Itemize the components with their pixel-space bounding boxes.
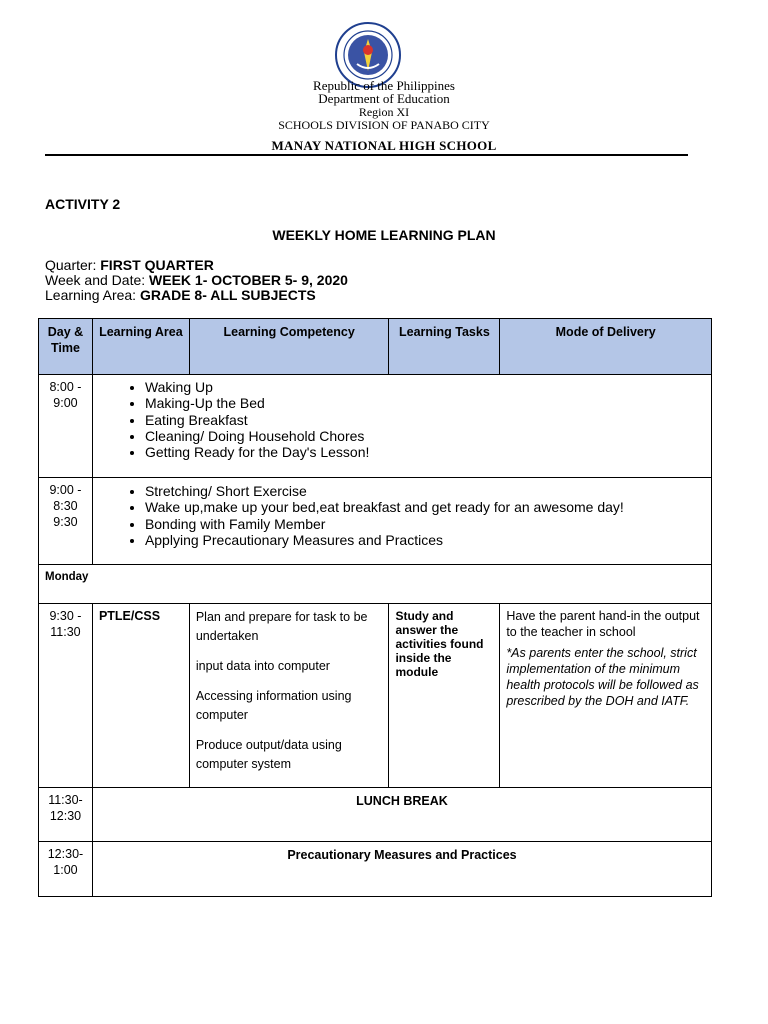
meta-quarter [45,257,214,273]
meta-week-label: Week and Date: [45,272,150,288]
meta-quarter-label: Quarter: [45,257,101,273]
lunch-break-label: LUNCH BREAK [92,788,711,842]
header-learning-competency: Learning Competency [189,319,389,375]
competency-item: Plan and prepare for task to be undertaken [195,610,368,643]
time-mid: 8:30 [53,499,78,513]
time-end: 9:00 [53,396,78,410]
header-divider [45,154,688,156]
time-end: 9:30 [53,515,78,529]
list-item: • Making-Up the Bed [145,395,711,411]
table-header-row [39,319,712,375]
list-item: • Cleaning/ Doing Household Chores [145,428,711,444]
time-start: 8:00 - [49,380,82,394]
meta-quarter-value: FIRST QUARTER [100,257,214,273]
table-row [39,604,712,788]
table-row [39,842,712,897]
header-learning-area: Learning Area [92,319,189,375]
list-item: • Getting Ready for the Day's Lesson! [145,444,711,460]
meta-week [45,272,348,288]
competency-item: Accessing information using computer [195,689,352,722]
precautionary-label: Precautionary Measures and Practices [92,842,711,897]
header-learning-tasks: Learning Tasks [389,319,500,375]
list-item: • Bonding with Family Member [145,516,711,532]
day-label: Monday [39,565,712,604]
time-end: 1:00 [53,863,78,877]
time-start: 9:30 - [49,609,82,623]
header-division: SCHOOLS DIVISION OF PANABO CITY [278,118,490,132]
table-row [39,478,712,565]
row-time [39,604,93,788]
time-end: 12:30 [49,809,82,823]
row-time [39,842,93,897]
time-start: 9:00 - [49,483,82,497]
list-item: • Applying Precautionary Measures and Practices [145,532,711,548]
mode-of-delivery-cell [500,604,712,788]
plan-title: WEEKLY HOME LEARNING PLAN [272,227,496,243]
header-republic: Republic of the Philippines [313,78,455,93]
header-mode-of-delivery: Mode of Delivery [500,319,712,375]
row-activities [92,375,711,478]
row-time [39,788,93,842]
list-item: • Eating Breakfast [145,412,711,428]
list-item: • Stretching/ Short Exercise [145,483,711,499]
table-row [39,788,712,842]
header-region: Region XI [358,105,410,119]
competency-item: Produce output/data using computer system [195,738,342,771]
time-start: 12:30- [47,847,84,861]
table-row [39,375,712,478]
row-activities [92,478,711,565]
row-time [39,375,93,478]
mode-note-text: *As parents enter the school, strict implementation of the minimum health protocols will be followed as prescribed by the DOH and IATF. [506,646,699,708]
meta-area-label: Learning Area: [45,287,140,303]
header-department: Department of Education [318,91,450,106]
meta-area [45,287,316,303]
mode-main-text: Have the parent hand-in the output to the teacher in school [506,609,700,639]
meta-area-value: GRADE 8- ALL SUBJECTS [139,287,316,303]
list-item: • Waking Up [145,379,711,395]
school-name: MANAY NATIONAL HIGH SCHOOL [271,138,497,153]
learning-area-cell: PTLE/CSS [92,604,189,788]
row-time [39,478,93,565]
learning-plan-table [38,318,712,897]
list-item: • Wake up,make up your bed,eat breakfast and get ready for an awesome day! [145,499,711,515]
competency-item: input data into computer [195,659,330,673]
activity-label: ACTIVITY 2 [45,196,121,212]
day-row [39,565,712,604]
competency-cell [189,604,389,788]
time-end: 11:30 [50,625,81,639]
header-day-time: Day & Time [39,319,93,375]
time-start: 11:30- [48,793,83,807]
learning-tasks-cell: Study and answer the activities found inside the module [389,604,500,788]
meta-week-value: WEEK 1- OCTOBER 5- 9, 2020 [149,272,348,288]
